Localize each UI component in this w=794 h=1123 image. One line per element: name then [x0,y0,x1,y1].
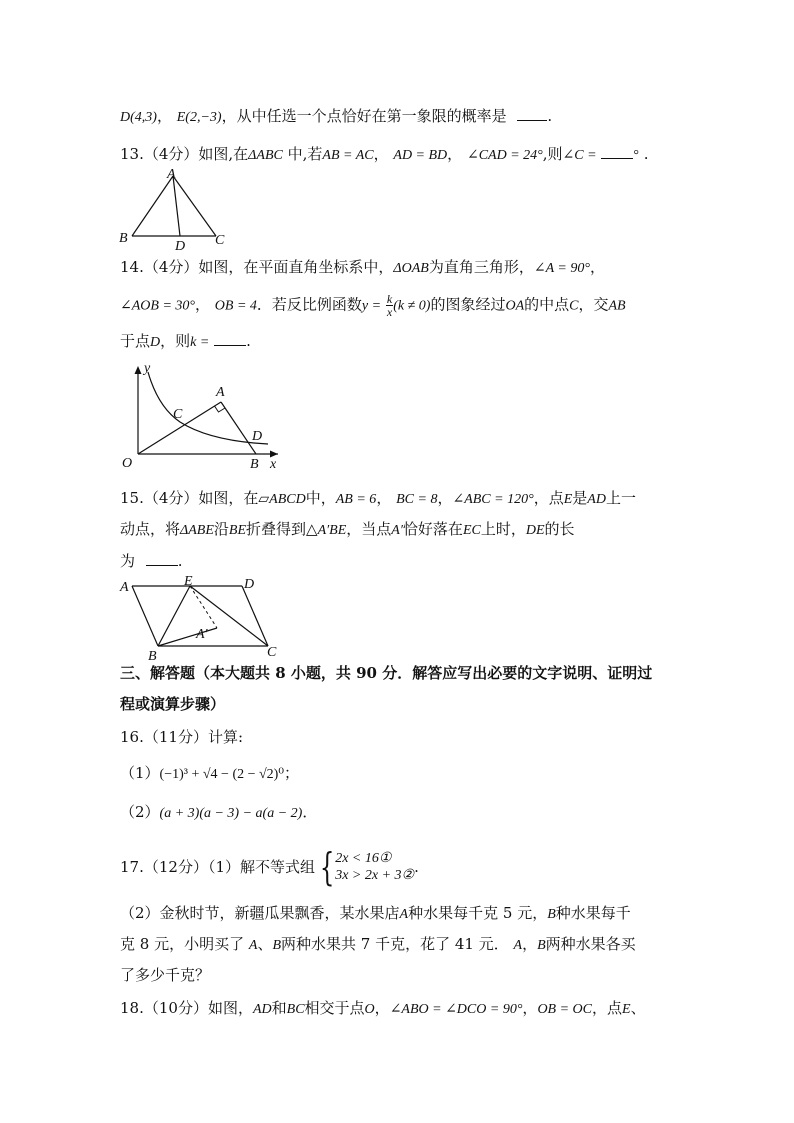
label-a: A [167,167,176,182]
answer-blank[interactable] [214,330,246,346]
label-b: B [148,649,157,664]
q17-part2-line3: 了多少千克？ [120,966,211,984]
q16-part1: （1）(−1)³ + √4 − (2 − √2)⁰； [120,764,299,782]
label-a-prime: A′ [196,627,208,642]
q15-parallelogram-figure [118,572,288,662]
label-d: D [175,239,186,254]
q14-coordinate-figure [118,362,288,472]
label-e: E [184,574,193,589]
fraction-k-over-x: $\frac{k}{x}$ [386,292,393,319]
answer-blank[interactable] [146,550,178,566]
q15-line1: 15.（4分）如图，在▱ABCD中，AB = 6， BC = 8，∠ABC = 120°，点E是AD上一 [120,489,636,507]
label-b: B [119,231,128,246]
label-c: C [267,645,277,660]
q14-line3: 于点D，则k = . [120,332,251,350]
label-y: y [144,361,151,376]
q13-triangle-figure [118,166,238,254]
label-a: A [216,385,225,400]
q17-head: 17.（12分）（1）解不等式组 { 2x < 16① 3x > 2x + 3② . [120,845,419,889]
label-b: B [250,457,259,472]
label-x: x [270,457,277,472]
q17-part2-line2: 克 8 元，小明买了 A、B两种水果共 7 千克，花了 41 元． A，B两种水果各买 [120,935,636,953]
label-c: C [215,233,225,248]
q17-part2-line1: （2）金秋时节，新疆瓜果飘香，某水果店A种水果每千克 5 元，B种水果每千 [120,904,631,922]
answer-blank[interactable] [517,105,547,121]
section3-heading-line1: 三、解答题（本大题共 8 小题，共 90 分．解答应写出必要的文字说明、证明过 [120,664,653,682]
system-brace: { [319,845,335,889]
q15-line2: 动点，将ΔABE沿BE折叠得到△A′BE，当点A′恰好落在EC上时，DE的长 [120,520,575,538]
q14-line2: ∠AOB = 30°， OB = 4．若反比例函数y = $\frac{k}{x}$ (k ≠ 0)的图象经过OA的中点C，交AB [120,292,626,319]
label-d: D [244,577,255,592]
label-c: C [173,407,183,422]
expr-1: (−1)³ + √4 − (2 − √2)⁰ [159,767,284,782]
q13-line: 13.（4分）如图,在ΔABC 中,若AB = AC， AD = BD， ∠CAD = 24°,则∠C = ° . [120,145,649,163]
q16-part2: （2）(a + 3)(a − 3) − a(a − 2)． [120,803,318,821]
label-a: A [120,580,129,595]
q16-head: 16.（11分）计算: [120,728,243,746]
q13-number: 13.（4分）如图,在 [120,145,249,163]
label-d: D [252,429,263,444]
expr-2: (a + 3)(a − 3) − a(a − 2) [159,806,303,821]
q14-line1: 14.（4分）如图，在平面直角坐标系中，ΔOAB为直角三角形，∠A = 90°， [120,258,605,276]
point-d: D(4,3) [120,110,157,125]
point-e: E(2,−3) [176,110,222,125]
section3-heading-line2: 程或演算步骤） [120,695,226,713]
q12-tail-line: D(4,3)， E(2,−3)，从中任选一个点恰好在第一象限的概率是 . [120,107,553,125]
inequality-system: 2x < 16① 3x > 2x + 3② [335,851,415,883]
label-o: O [122,456,133,471]
q18-line1: 18.（10分）如图，AD和BC相交于点O，∠ABO = ∠DCO = 90°，OB = OC，点E、 [120,999,646,1017]
answer-blank[interactable] [601,143,633,159]
q15-line3: 为 . [120,552,183,570]
q12-text: ，从中任选一个点恰好在第一象限的概率是 [221,107,507,125]
